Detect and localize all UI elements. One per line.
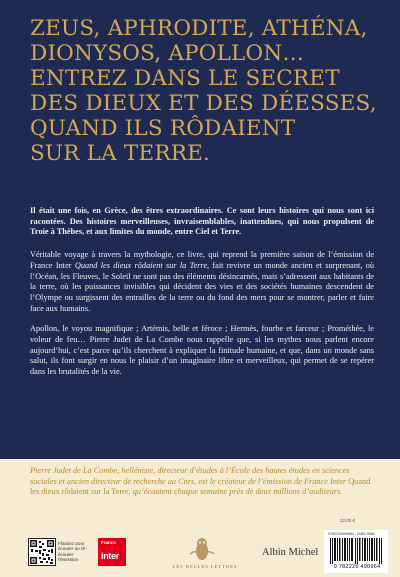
headline-line: ENTREZ DANS LE SECRET xyxy=(30,66,340,91)
blurb-paragraph-3: Apollon, le voyou magnifique ; Artémis, belle et féroce ; Hermès, fourbe et farceur ; Prométhée, le voleur de feu… Pierre Judet de La Combe nous rappelle que, si les mythes nous parlent encore aujourd’hui, c’est parce qu’ils cherchent à expliquer la finitude humaine, et que, dans un monde sans salut, ils font surgir en nous le plaisir d’un imaginaire libre et merveilleux, qui permet de se repérer dans les brutalités de la vie. xyxy=(30,324,374,377)
logo-text-main: inter xyxy=(101,551,120,561)
author-bio-text: Pierre Judet de La Combe, helléniste, directeur d’études à l’École des hautes études en sciences sociales et ancien directeur de recherche au Cnrs, est le créateur de l’émission de France Inter xyxy=(30,466,350,486)
qr-code-icon[interactable] xyxy=(28,538,56,566)
blurb xyxy=(30,206,374,388)
blurb-text: Véritable voyage à travers la mythologie, ce livre, qui reprend la première saison de l’émission de France Inter xyxy=(30,250,374,270)
albin-michel-logo: Albin Michel xyxy=(262,547,319,558)
blurb-lead-paragraph: Il était une fois, en Grèce, des êtres extraordinaires. Ce sont leurs histoires qui nous sont ici racontées. Des histoires merveilleuses, invraisemblables, inattendues, qui nous propulsent de Troie à Thèbes, et aux limites du monde, entre Ciel et Terre. xyxy=(30,206,374,237)
logo-text-top: France xyxy=(101,540,116,545)
headline-line: QUAND ILS RÔDAIENT xyxy=(30,116,296,141)
barcode-digits: 9 782226 490964 xyxy=(333,564,381,570)
barcode-icon xyxy=(330,538,382,564)
blurb-paragraph-2 xyxy=(30,250,374,314)
author-bio xyxy=(30,466,374,498)
isbn-text: 9782226490964 - ISBN 9356 xyxy=(328,532,375,536)
show-title: Quand les dieux rôdaient sur la Terre, xyxy=(30,476,371,497)
price: 22,00 € xyxy=(340,518,356,523)
qr-caption: Flashez pour écouter ou ré-écouter l’émission xyxy=(58,541,87,563)
headline-line: DES DIEUX ET DES DÉESSES, xyxy=(30,91,377,116)
barcode xyxy=(324,530,388,573)
belles-lettres-owl-icon xyxy=(182,534,222,564)
author-bio-text: qu’écoutent chaque semaine près de deux millions d’auditeurs. xyxy=(130,487,343,497)
headline xyxy=(30,16,375,166)
headline-line: DIONYSOS, APOLLON… xyxy=(30,41,305,66)
headline-line: SUR LA TERRE. xyxy=(30,141,211,166)
france-inter-logo xyxy=(98,538,126,566)
headline-line: ZEUS, APHRODITE, ATHÉNA, xyxy=(30,16,368,41)
footer xyxy=(0,530,400,577)
show-title: Quand les dieux rôdaient sur la Terre, xyxy=(74,260,210,270)
publisher-name: LES BELLES LETTRES xyxy=(172,564,238,569)
blurb-text: fait revivre un monde ancien et surprenant, où l’Océan, les Fleuves, le Soleil ne sont pas des éléments désincarnés, mais s’adressent aux habitants de la terre, où les puissances invisibles qui décident des vies et des sociétés humaines descendent de l’Olympe ou surgissent des entrailles de la terre ou du fond des mers pour se montrer, parler et faire face aux humains. xyxy=(30,260,374,313)
